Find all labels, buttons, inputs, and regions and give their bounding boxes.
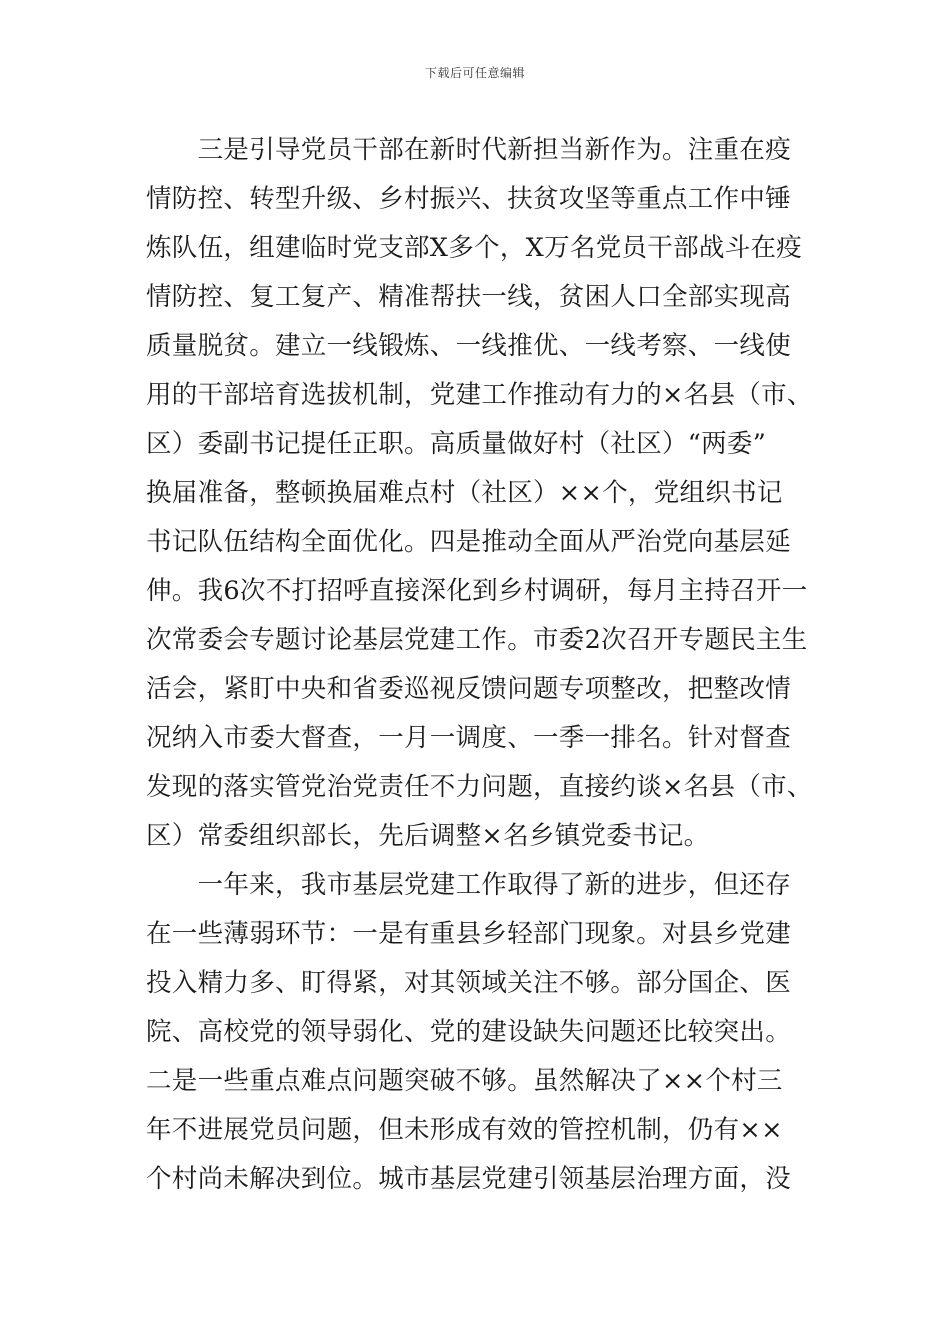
text-line: 炼队伍，组建临时党支部X多个，X万名党员干部战斗在疫 <box>146 233 803 263</box>
text-line: 书记队伍结构全面优化。四是推动全面从严治党向基层延 <box>146 527 792 557</box>
text-line: 区）委副书记提任正职。高质量做好村（社区）“两委” <box>146 429 767 459</box>
text-line: 个村尚未解决到位。城市基层党建引领基层治理方面，没 <box>146 1164 792 1194</box>
text-line: 换届准备，整顿换届难点村（社区）××个，党组织书记 <box>146 478 783 508</box>
text-line: 况纳入市委大督查，一月一调度、一季一排名。针对督查 <box>146 723 792 753</box>
text-line: 投入精力多、盯得紧，对其领域关注不够。部分国企、医 <box>146 968 792 998</box>
text-line: 情防控、复工复产、精准帮扶一线，贫困人口全部实现高 <box>146 282 792 312</box>
text-line: 发现的落实管党治党责任不力问题，直接约谈×名县（市、 <box>146 772 813 802</box>
text-line: 情防控、转型升级、乡村振兴、扶贫攻坚等重点工作中锤 <box>146 184 792 214</box>
text-line: 年不进展党员问题，但未形成有效的管控机制，仍有×× <box>146 1115 783 1145</box>
text-line: 一年来，我市基层党建工作取得了新的进步，但还存 <box>146 870 792 900</box>
text-line: 次常委会专题讨论基层党建工作。市委2次召开专题民主生 <box>146 625 808 655</box>
text-line: 院、高校党的领导弱化、党的建设缺失问题还比较突出。 <box>146 1017 792 1047</box>
paragraph <box>146 861 811 1204</box>
text-line: 三是引导党员干部在新时代新担当新作为。注重在疫 <box>146 135 792 165</box>
text-line: 活会，紧盯中央和省委巡视反馈问题专项整改，把整改情 <box>146 674 792 704</box>
text-line: 二是一些重点难点问题突破不够。虽然解决了××个村三 <box>146 1066 783 1096</box>
document-body <box>146 126 811 1204</box>
text-line: 区）常委组织部长，先后调整×名乡镇党委书记。 <box>146 821 710 851</box>
page-header: 下载后可任意编辑 <box>424 66 525 80</box>
text-line: 伸。我6次不打招呼直接深化到乡村调研，每月主持召开一 <box>146 576 808 606</box>
text-line: 用的干部培育选拔机制，党建工作推动有力的×名县（市、 <box>146 380 813 410</box>
text-line: 质量脱贫。建立一线锻炼、一线推优、一线考察、一线使 <box>146 331 792 361</box>
text-line: 在一些薄弱环节：一是有重县乡轻部门现象。对县乡党建 <box>146 919 792 949</box>
paragraph <box>146 126 811 861</box>
